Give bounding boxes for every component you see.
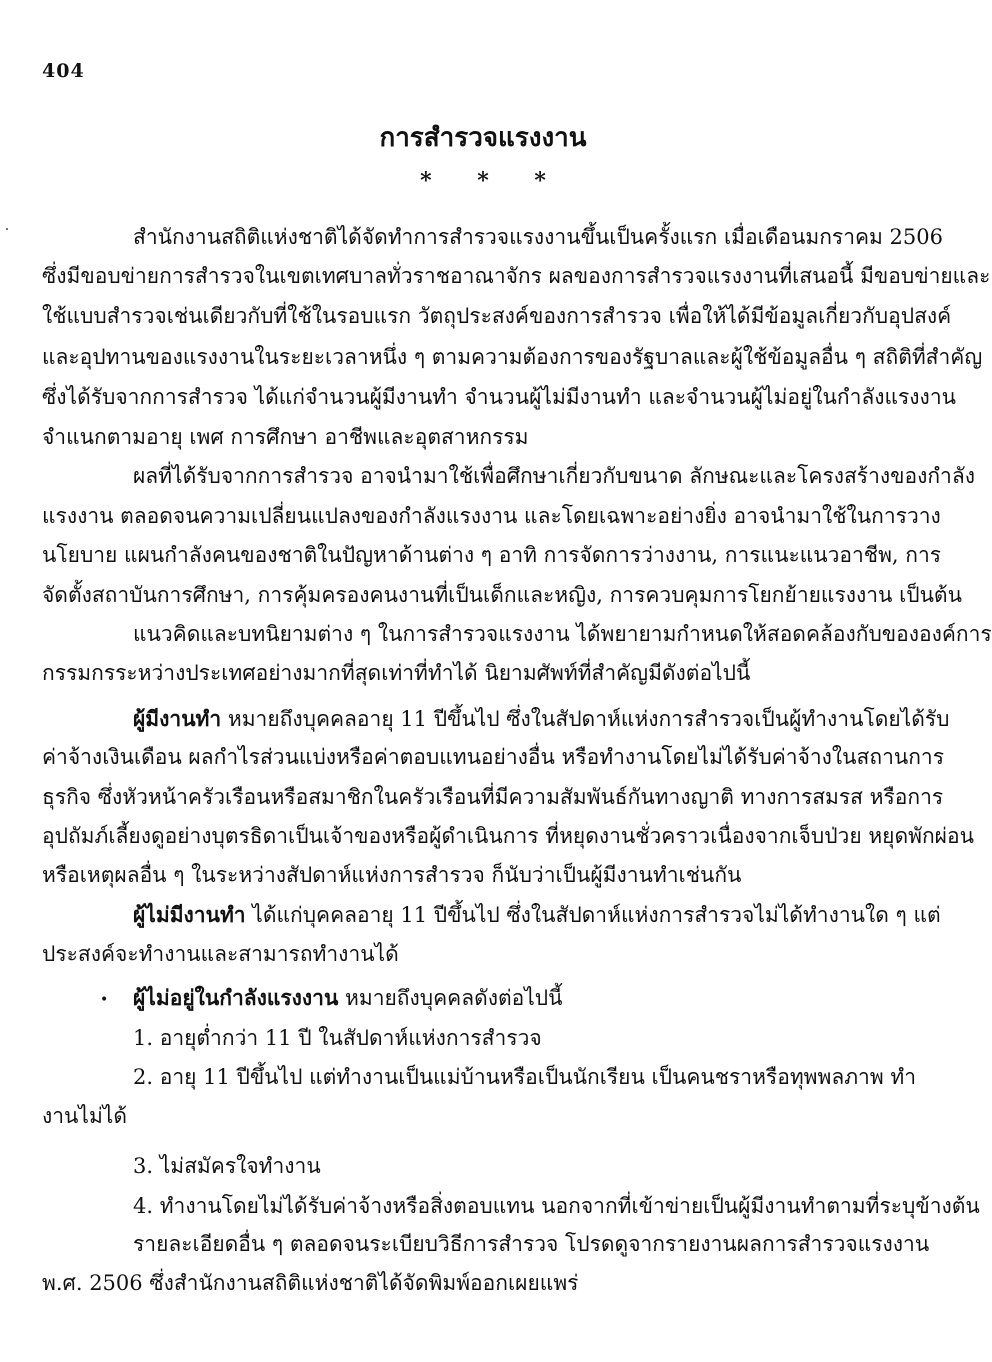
- list-item-1: 1. อายุต่ำกว่า 11 ปี ในสัปดาห์แห่งการสำรวจ: [133, 1026, 542, 1050]
- paragraph-2-line-3: นโยบาย แผนกำลังคนของชาติในปัญหาด้านต่าง ๆ อาทิ การจัดการว่างงาน, การแนะแนวอาชีพ, การ: [42, 543, 942, 567]
- paragraph-3-line-1: แนวคิดและบทนิยามต่าง ๆ ในการสำรวจแรงงาน ได้พยายามกำหนดให้สอดคล้องกับขององค์การ: [133, 622, 992, 646]
- paragraph-2-line-2: แรงงาน ตลอดจนความเปลี่ยนแปลงของกำลังแรงงาน และโดยเฉพาะอย่างยิ่ง อาจนำมาใช้ในการวาง: [42, 504, 941, 528]
- employed-definition-line-4: อุปถัมภ์เลี้ยงดูอย่างบุตรธิดาเป็นเจ้าของหรือผู้ดำเนินการ ที่หยุดงานชั่วคราวเนื่องจากเจ็บป่วย หยุดพักผ่อน: [42, 824, 974, 848]
- unemployed-term: ผู้ไม่มีงานทำ: [133, 902, 246, 927]
- unemployed-definition-line-1: [133, 900, 941, 930]
- not-in-labor-term: ผู้ไม่อยู่ในกำลังแรงงาน: [133, 985, 339, 1010]
- paragraph-3-line-2: กรรมกรระหว่างประเทศอย่างมากที่สุดเท่าที่ทำได้ นิยามศัพท์ที่สำคัญมีดังต่อไปนี้: [42, 661, 751, 685]
- list-item-2-continuation: งานไม่ได้: [42, 1104, 128, 1128]
- paragraph-2-line-1: ผลที่ได้รับจากการสำรวจ อาจนำมาใช้เพื่อศึกษาเกี่ยวกับขนาด ลักษณะและโครงสร้างของกำลัง: [133, 464, 975, 488]
- paragraph-1-line-3: ใช้แบบสำรวจเช่นเดียวกับที่ใช้ในรอบแรก วัตถุประสงค์ของการสำรวจ เพื่อให้ได้มีข้อมูลเกี่ยวกับอุปสงค์: [42, 304, 952, 328]
- closing-line-1: รายละเอียดอื่น ๆ ตลอดจนระเบียบวิธีการสำรวจ โปรดดูจากรายงานผลการสำรวจแรงงาน: [133, 1232, 930, 1256]
- list-item-2: 2. อายุ 11 ปีขึ้นไป แต่ทำงานเป็นแม่บ้านหรือเป็นนักเรียน เป็นคนชราหรือทุพพลภาพ ทำ: [133, 1065, 916, 1089]
- paragraph-1-line-2: ซึ่งมีขอบข่ายการสำรวจในเขตเทศบาลทั่วราชอาณาจักร ผลของการสำรวจแรงงานที่เสนอนี้ มีขอบข่ายและ: [42, 264, 991, 288]
- employed-definition-text: หมายถึงบุคคลอายุ 11 ปีขึ้นไป ซึ่งในสัปดาห์แห่งการสำรวจเป็นผู้ทำงานโดยได้รับ: [221, 707, 950, 731]
- employed-term: ผู้มีงานทำ: [133, 706, 222, 731]
- unemployed-definition-text: ได้แก่บุคคลอายุ 11 ปีขึ้นไป ซึ่งในสัปดาห์แห่งการสำรวจไม่ได้ทำงานใด ๆ แต่: [245, 903, 941, 927]
- paragraph-1-line-4: และอุปทานของแรงงานในระยะเวลาหนึ่ง ๆ ตามความต้องการของรัฐบาลและผู้ใช้ข้อมูลอื่น ๆ สถิติที่สำคัญ: [42, 345, 983, 369]
- unemployed-definition-line-2: ประสงค์จะทำงานและสามารถทำงานได้: [42, 942, 399, 966]
- page-number: 404: [42, 60, 85, 82]
- not-in-labor-definition: [133, 983, 900, 1013]
- list-item-4: 4. ทำงานโดยไม่ได้รับค่าจ้างหรือสิ่งตอบแทน นอกจากที่เข้าข่ายเป็นผู้มีงานทำตามที่ระบุข้างต้น: [133, 1194, 980, 1218]
- closing-line-2: พ.ศ. 2506 ซึ่งสำนักงานสถิติแห่งชาติได้จัดพิมพ์ออกเผยแพร่: [42, 1271, 579, 1295]
- employed-definition-line-3: ธุรกิจ ซึ่งหัวหน้าครัวเรือนหรือสมาชิกในครัวเรือนที่มีความสัมพันธ์กันทางญาติ ทางการสมรส หรือการ: [42, 785, 944, 809]
- paragraph-1-line-1: สำนักงานสถิติแห่งชาติได้จัดทำการสำรวจแรงงานขึ้นเป็นครั้งแรก เมื่อเดือนมกราคม 2506: [133, 225, 943, 249]
- employed-definition-line-1: [133, 704, 950, 734]
- paragraph-1-line-5: ซึ่งได้รับจากการสำรวจ ได้แก่จำนวนผู้มีงานทำ จำนวนผู้ไม่มีงานทำ และจำนวนผู้ไม่อยู่ในกำลังแรงงาน: [42, 385, 956, 409]
- paragraph-2-line-4: จัดตั้งสถาบันการศึกษา, การคุ้มครองคนงานที่เป็นเด็กและหญิง, การควบคุมการโยกย้ายแรงงาน เป็นต้น: [42, 583, 962, 607]
- scan-speck: [6, 228, 8, 230]
- not-in-labor-definition-text: หมายถึงบุคคลดังต่อไปนี้: [338, 986, 563, 1010]
- list-item-3: 3. ไม่สมัครใจทำงาน: [133, 1154, 321, 1178]
- paragraph-1-line-6: จำแนกตามอายุ เพศ การศึกษา อาชีพและอุตสาหกรรม: [42, 425, 529, 449]
- page-title: การสำรวจแรงงาน: [379, 123, 587, 153]
- bullet-mark: •: [100, 992, 109, 1008]
- employed-definition-line-2: ค่าจ้างเงินเดือน ผลกำไรส่วนแบ่งหรือค่าตอบแทนอย่างอื่น หรือทำงานโดยไม่ได้รับค่าจ้างในสถานการ: [42, 745, 945, 769]
- employed-definition-line-5: หรือเหตุผลอื่น ๆ ในระหว่างสัปดาห์แห่งการสำรวจ ก็นับว่าเป็นผู้มีงานทำเช่นกัน: [42, 863, 742, 887]
- section-separator: * * *: [420, 168, 546, 194]
